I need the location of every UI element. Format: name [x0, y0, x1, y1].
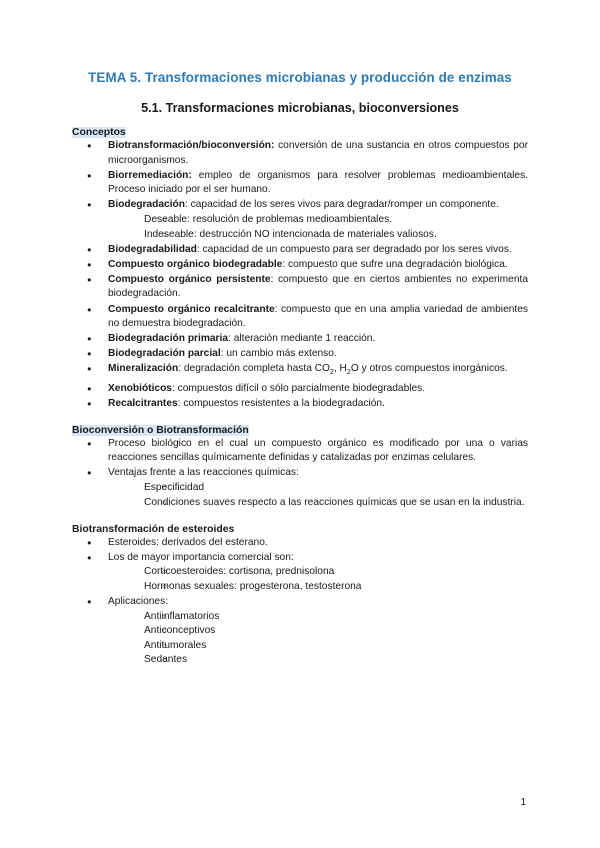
- list-item: ● Proceso biológico en el cual un compuesto orgánico es modificado por una o varias reacciones sencillas químicamente definidas y catalizadas por enzimas celulares.: [72, 437, 528, 466]
- definition: : degradación completa hasta CO: [178, 363, 330, 375]
- subscript: 2: [346, 369, 351, 377]
- sub-list-item: ○ Sedantes: [108, 653, 528, 668]
- sub-list-item: ○ Anticonceptivos: [108, 624, 528, 639]
- esteroides-heading-text: Biotransformación de esteroides: [72, 523, 235, 535]
- conceptos-heading: [72, 127, 528, 138]
- bioconversion-heading: [72, 425, 528, 436]
- term: Compuesto orgánico persistente: [108, 273, 271, 285]
- definition: : capacidad de un compuesto para ser degradado por los seres vivos.: [196, 243, 512, 255]
- list-item: [72, 397, 528, 412]
- sub-list-item: ○ Indeseable: destrucción NO intencionada de materiales valiosos.: [108, 228, 528, 243]
- bioconversion-heading-text: Bioconversión o Biotransformación: [72, 424, 249, 436]
- list-item-text: Ventajas frente a las reacciones químicas:: [108, 467, 299, 479]
- definition: : capacidad de los seres vivos para degradar/romper un componente.: [184, 199, 499, 211]
- definition: : compuesto que en ciertos ambientes no experimenta biodegradación.: [108, 273, 528, 300]
- list-item: [72, 273, 528, 302]
- term: Biotransformación/bioconversión:: [108, 140, 275, 151]
- list-item: [72, 169, 528, 198]
- definition: : compuestos difícil o sólo parcialmente biodegradables.: [171, 382, 426, 394]
- sub-list-item: ○ Deseable: resolución de problemas medioambientales.: [108, 213, 528, 228]
- sub-list: [108, 213, 528, 242]
- list-item: [72, 382, 528, 397]
- definition: : un cambio más extenso.: [220, 348, 337, 360]
- list-item-text: Los de mayor importancia comercial son:: [108, 551, 294, 563]
- definition: : compuesto que en una amplia variedad de ambientes no demuestra biodegradación.: [108, 303, 528, 330]
- sub-list: [108, 481, 528, 510]
- sub-list-item: ○ Antitumorales: [108, 639, 528, 654]
- definition: : alteración mediante 1 reacción.: [228, 333, 376, 345]
- term: Biorremediación:: [108, 169, 192, 181]
- definition: , H: [333, 363, 347, 375]
- list-item: [72, 466, 528, 510]
- subscript: 2: [329, 369, 334, 377]
- definition: conversión de una sustancia en otros compuestos por microorganismos.: [108, 140, 528, 166]
- definition: O y otros compuestos inorgánicos.: [350, 363, 508, 375]
- sub-list: [108, 565, 528, 594]
- definition: : compuesto que sufre una degradación biológica.: [282, 258, 508, 270]
- list-item: [72, 303, 528, 332]
- sub-list-item: ○ Condiciones suaves respecto a las reacciones químicas que se usan en la industria.: [108, 496, 528, 511]
- term: Xenobióticos: [108, 382, 172, 394]
- conceptos-list: [72, 139, 528, 411]
- list-item-text: Aplicaciones:: [108, 596, 169, 608]
- list-item: [72, 362, 528, 381]
- definition: empleo de organismos para resolver problemas medioambientales. Proceso iniciado por el ser humano.: [108, 169, 528, 196]
- list-item: [72, 595, 528, 668]
- term: Compuesto orgánico biodegradable: [108, 258, 283, 270]
- list-item: [72, 551, 528, 595]
- term: Mineralización: [108, 363, 179, 375]
- sub-list-item: ○ Especificidad: [108, 481, 528, 496]
- document-title: TEMA 5. Transformaciones microbianas y producción de enzimas: [88, 70, 512, 85]
- sub-list-item: ○ Corticoesteroides: cortisona, prednisolona: [108, 565, 528, 580]
- conceptos-heading-text: Conceptos: [72, 127, 126, 138]
- sub-list-item: ○ Hormonas sexuales: progesterona, testosterona: [108, 580, 528, 595]
- term: Compuesto orgánico recalcitrante: [108, 303, 275, 315]
- bioconversion-list: [72, 437, 528, 510]
- esteroides-list: [72, 536, 528, 668]
- esteroides-heading: [72, 524, 528, 535]
- list-item: [72, 243, 528, 258]
- definition: : compuestos resistentes a la biodegradación.: [177, 397, 385, 409]
- list-item: [72, 258, 528, 273]
- sub-list: [108, 610, 528, 668]
- term: Biodegradabilidad: [108, 243, 197, 255]
- term: Biodegradación parcial: [108, 348, 221, 360]
- list-item: ● Esteroides: derivados del esterano.: [72, 536, 528, 551]
- document-page: [72, 70, 528, 669]
- section-title: 5.1. Transformaciones microbianas, bioconversiones: [141, 101, 459, 115]
- list-item: [72, 332, 528, 347]
- list-item: [72, 139, 528, 168]
- term: Biodegradación primaria: [108, 333, 229, 345]
- page-number: 1: [520, 797, 526, 808]
- term: Recalcitrantes: [108, 397, 178, 409]
- term: Biodegradación: [108, 199, 185, 211]
- list-item: [72, 347, 528, 362]
- list-item: [72, 198, 528, 242]
- sub-list-item: ○ Antiinflamatorios: [108, 610, 528, 625]
